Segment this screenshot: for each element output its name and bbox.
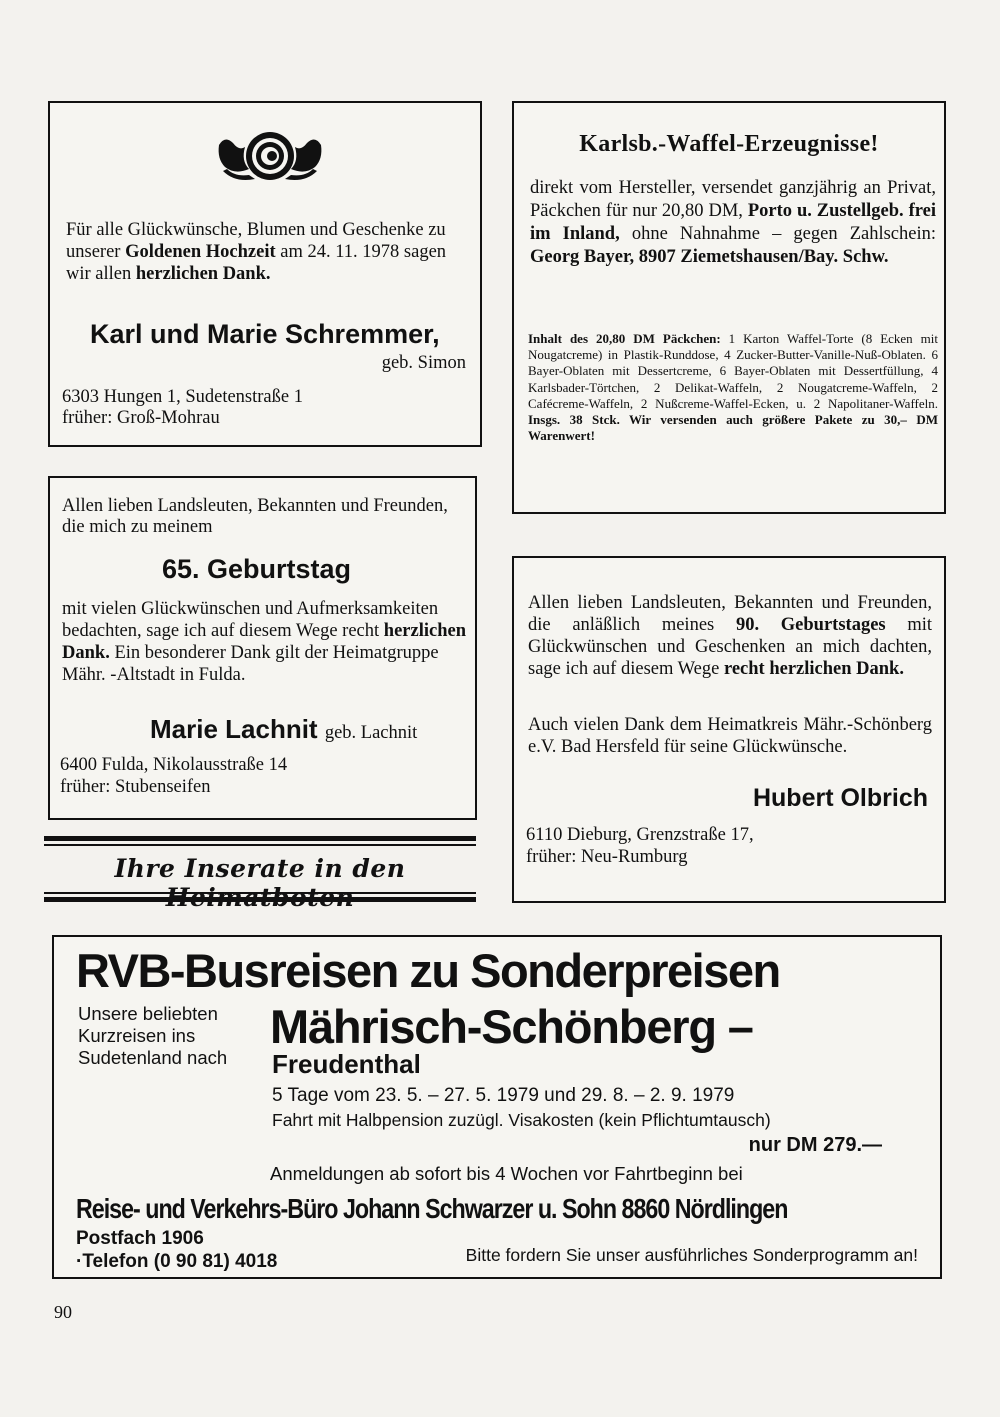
maiden-name: geb. Simon	[381, 353, 466, 373]
postfach: Postfach 1906	[76, 1228, 204, 1249]
inserate-banner	[44, 836, 476, 906]
destination-subtitle: Freudenthal	[272, 1049, 421, 1079]
intro-text: Allen lieben Landsleuten, Bekannten und Freunden, die mich zu meinem	[62, 496, 448, 537]
registration-note: Anmeldungen ab sofort bis 4 Wochen vor Fahrtbeginn bei	[270, 1163, 743, 1184]
trip-price: nur DM 279.—	[748, 1134, 882, 1156]
golden-wedding-ad	[48, 101, 482, 447]
banner-rule	[44, 897, 476, 902]
closing-note: Bitte fordern Sie unser ausführliches Sonderprogramm an!	[465, 1245, 918, 1265]
text-bold: Insgs. 38 Stck. Wir versenden auch größere Pakete zu 30,– DM Warenwert!	[528, 412, 938, 444]
banner-rule	[44, 836, 476, 841]
text-part: mit Glückwünschen und Geschenken an mich dachten, sage ich auf diesem Wege	[528, 615, 933, 679]
text-bold: Porto u. Zustellgeb. frei im Inland,	[530, 201, 936, 244]
contact-info	[76, 1227, 277, 1273]
address	[62, 387, 303, 429]
address-line: früher: Stubenseifen	[60, 777, 211, 797]
golden-wedding-text	[66, 219, 470, 285]
birthday-90-ad	[512, 556, 946, 903]
name-text: Marie Lachnit	[150, 714, 318, 744]
address-line: 6110 Dieburg, Grenzstraße 17,	[526, 825, 754, 845]
intro-line: Kurzreisen ins	[78, 1025, 196, 1046]
text-bold: Georg Bayer, 8907 Ziemetshausen/Bay. Schw.	[530, 247, 889, 267]
text-part: mit vielen Glückwünschen und Aufmerksamkeiten bedachten, sage ich auf diesem Wege recht	[62, 599, 439, 641]
text-part: Allen lieben Landsleuten, Bekannten und Freunden, die anläßlich meines	[528, 593, 932, 635]
address-line: früher: Neu-Rumburg	[526, 847, 688, 867]
body-text	[62, 598, 468, 686]
bus-trips-ad	[52, 935, 942, 1279]
ad-heading: RVB-Busreisen zu Sonderpreisen	[76, 944, 780, 997]
maiden-name: geb. Lachnit	[324, 723, 418, 743]
banner-rule	[44, 844, 476, 846]
text-bold: 90. Geburtstages	[735, 615, 886, 635]
ad-heading: Karlsb.-Waffel-Erzeugnisse!	[579, 131, 879, 157]
waffle-products-ad	[512, 101, 946, 514]
address-line: früher: Groß-Mohrau	[62, 408, 220, 428]
text-part: Ein besonderer Dank gilt der Heimatgruppe Mähr. -Altstadt in Fulda.	[62, 643, 439, 685]
ad-text	[530, 177, 936, 269]
wedding-rings-ornament-icon	[215, 125, 325, 187]
page-number: 90	[54, 1302, 72, 1322]
signature-name: Karl und Marie Schremmer,	[90, 319, 440, 349]
intro-line: Unsere beliebten	[78, 1003, 218, 1024]
intro-lines	[78, 1003, 227, 1069]
address	[526, 824, 754, 868]
company-name: Reise- und Verkehrs-Büro Johann Schwarzer u. Sohn 8860 Nördlingen	[76, 1193, 788, 1224]
text-part: ohne Nahnahme – gegen Zahlschein:	[619, 224, 936, 244]
body-text	[528, 592, 932, 680]
intro-line: Sudetenland nach	[78, 1047, 228, 1068]
text-part: 1 Karton Waffel-Torte (8 Ecken mit Nougatcreme) in Plastik-Runddose, 4 Zucker-Butter-Vanille-Nuß-Oblaten. 6 Bayer-Oblaten mit Dessertcreme, 6 Bayer-Oblaten mit Dessertfüllung, 4 Karlsbader-Törtchen, 2 Delikat-Waffeln, 2 Nougatcreme-Waffeln, 2 Cafécreme-Waffeln, 2 Nußcreme-Waffel-Ecken, u. 2 Napolitaner-Waffeln.	[528, 331, 939, 411]
text-bold: recht herzlichen Dank.	[723, 659, 904, 679]
address-line: 6400 Fulda, Nikolausstraße 14	[60, 755, 288, 775]
signature-name	[150, 714, 417, 745]
banner-rule	[44, 892, 476, 894]
address-line: 6303 Hungen 1, Sudetenstraße 1	[62, 387, 303, 407]
banner-text: Ihre Inserate in den	[114, 854, 406, 883]
text-part: direkt vom Hersteller, versendet ganzjährig an Privat, Päckchen für nur 20,80 DM,	[530, 178, 936, 221]
text-bold: Inhalt des 20,80 DM Päckchen:	[528, 331, 721, 346]
text-bold: herzlichen Dank.	[135, 264, 271, 284]
address	[60, 754, 287, 798]
telefon: ·Telefon (0 90 81) 4018	[76, 1251, 278, 1272]
trip-details: Fahrt mit Halbpension zuzügl. Visakosten (kein Pflichtumtausch)	[272, 1110, 771, 1130]
text-part: Für alle Glückwünsche, Blumen und Geschenke zu unserer	[66, 220, 446, 262]
package-contents	[528, 331, 938, 444]
birthday-65-ad	[48, 476, 477, 820]
text-part: am 24. 11. 1978 sagen wir allen	[66, 242, 447, 284]
text-bold: herzlichen Dank.	[62, 621, 466, 663]
signature-name: Hubert Olbrich	[752, 784, 928, 812]
trip-dates: 5 Tage vom 23. 5. – 27. 5. 1979 und 29. 8. – 2. 9. 1979	[272, 1085, 735, 1106]
text-bold: Goldenen Hochzeit	[125, 242, 276, 262]
destination-title: Mährisch-Schönberg –	[270, 1000, 753, 1053]
ad-heading: 65. Geburtstag	[162, 554, 352, 584]
second-text: Auch vielen Dank dem Heimatkreis Mähr.-Schönberg e.V. Bad Hersfeld für seine Glückwünsche.	[528, 715, 932, 757]
